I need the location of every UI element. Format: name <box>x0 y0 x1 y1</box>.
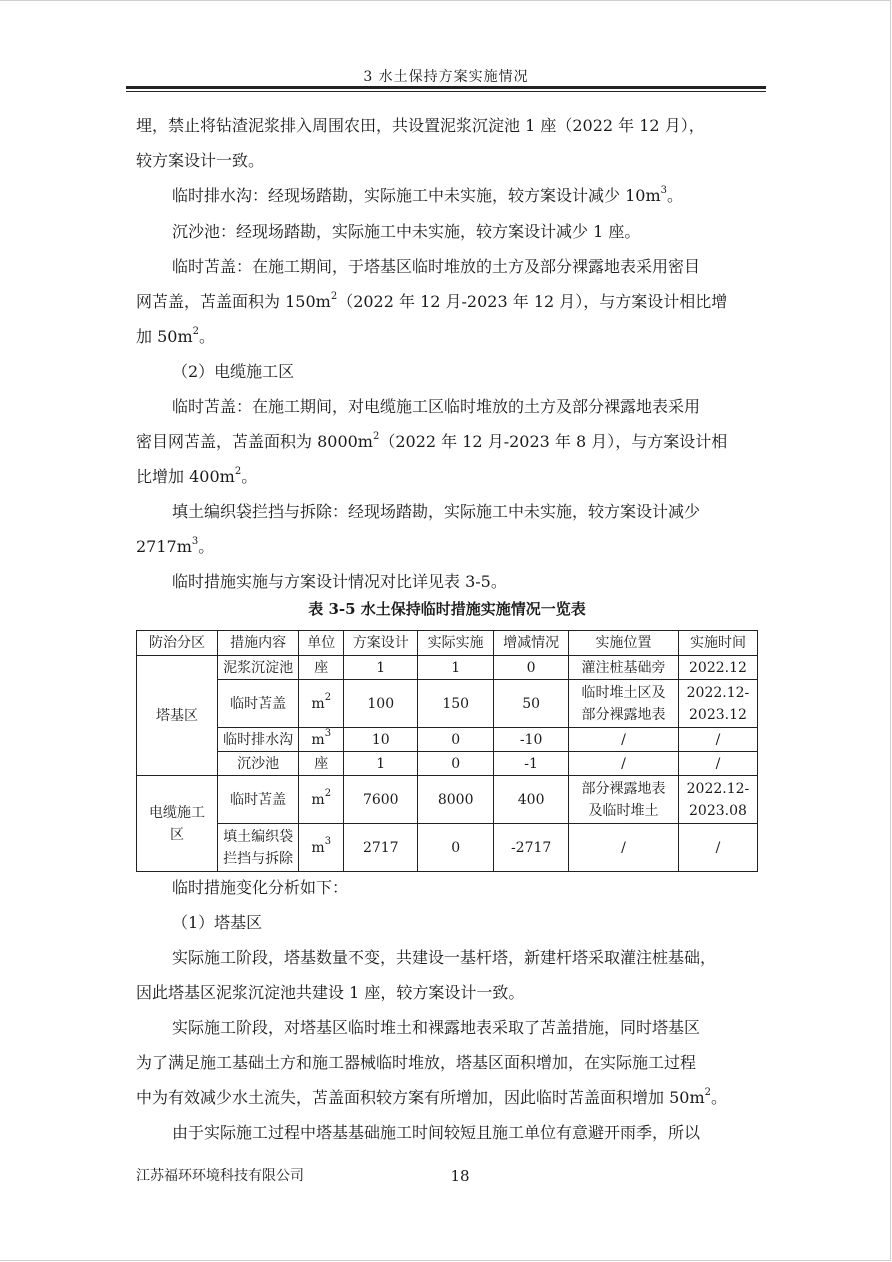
time-cell: 2022.12 <box>678 656 757 680</box>
design-cell: 1 <box>344 752 418 776</box>
change-cell: -10 <box>494 728 569 752</box>
table-caption: 表 3-5 水土保持临时措施实施情况一览表 <box>308 600 586 618</box>
paragraph-line: $2717m^3$。 <box>136 535 215 556</box>
table-row <box>137 752 758 776</box>
measure-cell: 沉沙池 <box>218 752 299 776</box>
paragraph-tower-cover: 实际施工阶段，对塔基区临时堆土和裸露地表采取了苫盖措施，同时塔基区 <box>172 1018 701 1037</box>
design-cell: 100 <box>344 680 418 728</box>
measures-table <box>136 630 758 872</box>
paragraph-sandbag: 填土编织袋拦挡与拆除：经现场踏勘，实际施工中未实施，较方案设计减少 <box>172 502 701 521</box>
time-cell: 2022.12- 2023.12 <box>678 680 757 728</box>
time-cell: / <box>678 824 757 872</box>
location-cell: / <box>569 752 679 776</box>
paragraph-sand-basin: 沉沙池：经现场踏勘，实际施工中未实施，较方案设计减少 1 座。 <box>172 222 641 241</box>
paragraph-tower-basin: 实际施工阶段，塔基数量不变，共建设一基杆塔，新建杆塔采取灌注桩基础， <box>172 948 717 967</box>
table-row <box>137 776 758 824</box>
actual-cell: 0 <box>418 752 494 776</box>
change-cell: -2717 <box>494 824 569 872</box>
actual-cell: 1 <box>418 656 494 680</box>
paragraph-line: 网苫盖，苫盖面积为 $150m^2(2022$ 年 12 月-2023 年 12 月），与方案设计相比增 <box>136 290 728 311</box>
paragraph-cable-cover: 临时苫盖：在施工期间，对电缆施工区临时堆放的土方及部分裸露地表采用 <box>172 397 701 416</box>
paragraph-table-ref: 临时措施实施与方案设计情况对比详见表 3-5。 <box>172 572 507 591</box>
paragraph-drainage: 临时排水沟：经现场踏勘，实际施工中未实施，较方案设计减少 $10m^3$。 <box>172 184 684 205</box>
measure-cell: 临时苫盖 <box>218 776 299 824</box>
measure-cell: 临时排水沟 <box>218 728 299 752</box>
time-cell: / <box>678 752 757 776</box>
design-cell: 2717 <box>344 824 418 872</box>
table-header: 实施时间 <box>678 631 757 656</box>
paragraph-line: 比增加 $400m^2$。 <box>136 465 258 486</box>
table-header: 实际实施 <box>418 631 494 656</box>
location-cell: 部分裸露地表 及临时堆土 <box>569 776 679 824</box>
zone-cell: 塔基区 <box>137 656 218 776</box>
location-cell: / <box>569 728 679 752</box>
actual-cell: 0 <box>418 728 494 752</box>
paragraph-line: 加 $50m^2$。 <box>136 325 216 346</box>
unit-cell: $m^2$ <box>299 776 344 824</box>
unit-cell: $m^3$ <box>299 824 344 872</box>
page-number: 18 <box>450 1167 470 1185</box>
table-row <box>137 680 758 728</box>
location-cell: 灌注桩基础旁 <box>569 656 679 680</box>
header-rule-thin <box>126 91 766 92</box>
actual-cell: 8000 <box>418 776 494 824</box>
unit-cell: $m^3$ <box>299 728 344 752</box>
actual-cell: 0 <box>418 824 494 872</box>
change-cell: 400 <box>494 776 569 824</box>
measure-cell: 填土编织袋 拦挡与拆除 <box>218 824 299 872</box>
change-cell: -1 <box>494 752 569 776</box>
design-cell: 10 <box>344 728 418 752</box>
actual-cell: 150 <box>418 680 494 728</box>
unit-cell: 座 <box>299 656 344 680</box>
table-header: 单位 <box>299 631 344 656</box>
table-row <box>137 656 758 680</box>
footer-company: 江苏福环环境科技有限公司 <box>136 1168 304 1184</box>
paragraph-line: 中为有效减少水土流失，苫盖面积较方案有所增加，因此临时苫盖面积增加 $50m^2$。 <box>136 1086 728 1107</box>
change-cell: 0 <box>494 656 569 680</box>
table-header-row <box>137 631 758 656</box>
paragraph-line: 因此塔基区泥浆沉淀池共建设 1 座，较方案设计一致。 <box>136 983 525 1002</box>
paragraph-rain-season: 由于实际施工过程中塔基基础施工时间较短且施工单位有意避开雨季，所以 <box>172 1123 701 1142</box>
section-heading-cable: （2）电缆施工区 <box>172 362 295 381</box>
paragraph-line: 为了满足施工基础土方和施工器械临时堆放，塔基区面积增加，在实际施工过程 <box>136 1053 697 1072</box>
location-cell: 临时堆土区及 部分裸露地表 <box>569 680 679 728</box>
measure-cell: 泥浆沉淀池 <box>218 656 299 680</box>
table-header: 实施位置 <box>569 631 679 656</box>
table-header: 防治分区 <box>137 631 218 656</box>
paragraph-line: 埋，禁止将钻渣泥浆排入周围农田，共设置泥浆沉淀池 1 座（2022 年 12 月）， <box>136 116 705 135</box>
unit-cell: 座 <box>299 752 344 776</box>
header-rule-thick <box>126 86 766 89</box>
page-header-title: 3 水土保持方案实施情况 <box>363 69 529 85</box>
zone-cell: 电缆施工 区 <box>137 776 218 872</box>
paragraph-line: 较方案设计一致。 <box>136 151 265 170</box>
table-row <box>137 824 758 872</box>
paragraph-cover: 临时苫盖：在施工期间，于塔基区临时堆放的土方及部分裸露地表采用密目 <box>172 257 701 276</box>
table-header: 增减情况 <box>494 631 569 656</box>
table-header: 方案设计 <box>344 631 418 656</box>
design-cell: 1 <box>344 656 418 680</box>
location-cell: / <box>569 824 679 872</box>
table-header: 措施内容 <box>218 631 299 656</box>
unit-cell: $m^2$ <box>299 680 344 728</box>
paragraph-line: 密目网苫盖，苫盖面积为 $8000m^2(2022$ 年 12 月-2023 年 8 月），与方案设计相 <box>136 430 728 451</box>
time-cell: 2022.12- 2023.08 <box>678 776 757 824</box>
design-cell: 7600 <box>344 776 418 824</box>
paragraph-analysis-intro: 临时措施变化分析如下： <box>172 878 349 897</box>
section-heading-tower: （1）塔基区 <box>172 913 263 932</box>
time-cell: / <box>678 728 757 752</box>
table-row <box>137 728 758 752</box>
change-cell: 50 <box>494 680 569 728</box>
measure-cell: 临时苫盖 <box>218 680 299 728</box>
